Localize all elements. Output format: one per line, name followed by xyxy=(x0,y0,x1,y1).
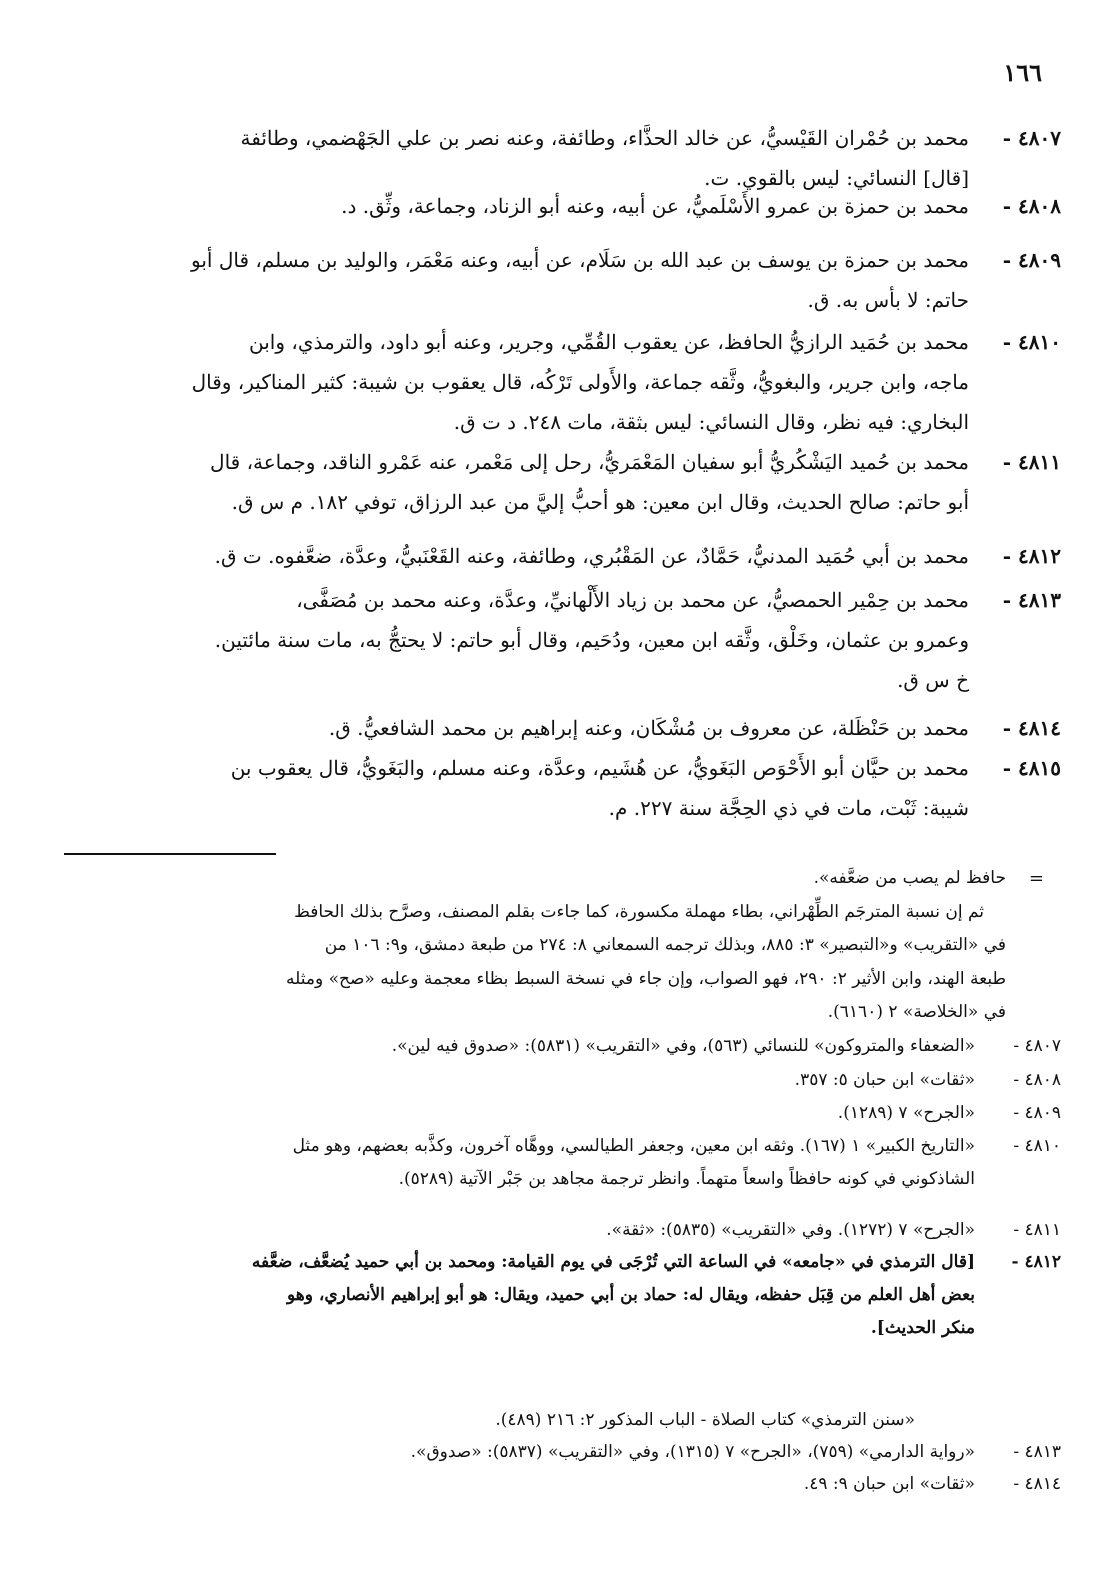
entry-text xyxy=(61,322,969,442)
footnote-number: ٤٨١١ - xyxy=(1013,1220,1061,1240)
footnote-line: الشاذكوني في كونه حافظاً واسعاً متهماً. وانظر ترجمة مجاهد بن جَبْر الآتية (٥٢٨٩). xyxy=(398,1169,975,1189)
footnote-number: ٤٨٠٩ - xyxy=(1013,1103,1061,1123)
entry-line: محمد بن حمزة بن عمرو الأَسْلَميُّ، عن أبيه، وعنه أبو الزناد، وجماعة، وثِّق. د. xyxy=(341,194,969,218)
entry-number: ٤٨٠٩ - xyxy=(1002,248,1061,272)
footnote-entry xyxy=(61,1097,1061,1130)
footnote-line: «ثقات» ابن حبان ٥: ٣٥٧. xyxy=(794,1070,975,1090)
entry-number: ٤٨١٣ - xyxy=(1002,588,1061,612)
biography-entry xyxy=(61,186,1061,226)
footnote-text xyxy=(61,1404,975,1437)
footnote-line: منكر الحديث]. xyxy=(870,1318,975,1338)
entry-text xyxy=(61,536,969,576)
footnote-number: ٤٨٠٧ - xyxy=(1013,1036,1061,1056)
footnote-entry xyxy=(61,1130,1061,1196)
footnote-line: «سنن الترمذي» كتاب الصلاة - الباب المذكور ٢: ٢١٦ (٤٨٩). xyxy=(495,1410,915,1430)
footnote-line: «ثقات» ابن حبان ٩: ٤٩. xyxy=(803,1474,975,1494)
footnote-entry xyxy=(61,1468,1061,1501)
entry-line: ماجه، وابن جرير، والبغويُّ، وثَّقه جماعة، والأَولى تَرْكُه، قال يعقوب بن شيبة: كثير المناكير، وقال xyxy=(191,370,969,394)
entry-line: أبو حاتم: صالح الحديث، وقال ابن معين: هو أحبُّ إليَّ من عبد الرزاق، توفي ١٨٢. م س ق. xyxy=(231,490,969,514)
footnote-text xyxy=(61,1214,975,1247)
entry-number: ٤٨١١ - xyxy=(1002,450,1061,474)
entry-number: ٤٨١٤ - xyxy=(1002,716,1061,740)
entry-text xyxy=(61,748,969,828)
entry-line: البخاري: فيه نظر، وقال النسائي: ليس بثقة، مات ٢٤٨. د ت ق. xyxy=(453,410,969,434)
entry-line: محمد بن حُميد اليَشْكُريُّ أبو سفيان المَعْمَريُّ، رحل إلى مَعْمر، عنه عَمْرو الناقد، وجماعة، قال xyxy=(210,450,969,474)
footnote-text xyxy=(61,1468,975,1501)
footnote-text xyxy=(61,1097,975,1130)
entry-line: محمد بن أبي حُمَيد المدنيُّ، حَمَّادٌ، عن المَقْبُري، وطائفة، وعنه القَعْنَبيُّ، وعدَّة، ضعَّفوه. ت ق. xyxy=(214,544,969,568)
entry-line: شيبة: ثَبْت، مات في ذي الحِجَّة سنة ٢٢٧. م. xyxy=(608,796,969,820)
entry-line: محمد بن حيَّان أبو الأَحْوَص البَغَويُّ، عن هُشَيم، وعدَّة، وعنه مسلم، والبَغَويُّ، قال يعقوب بن xyxy=(230,756,969,780)
biography-entry xyxy=(61,748,1061,828)
footnote-line: «الجرح» ٧ (١٢٧٢). وفي «التقريب» (٥٨٣٥): «ثقة». xyxy=(606,1220,975,1240)
page-number: ١٦٦ xyxy=(1003,58,1042,87)
entry-text xyxy=(61,580,969,700)
footnote-line: حافظ لم يصب من ضعَّفه». xyxy=(813,868,1006,888)
entry-line: خ س ق. xyxy=(897,668,969,692)
footnote-text xyxy=(61,1246,975,1345)
footnote-line: «التاريخ الكبير» ١ (١٦٧). وثقه ابن معين، وجعفر الطيالسي، ووهَّاه آخرون، وكذَّبه بعضهم، وهو مثل xyxy=(292,1136,975,1156)
footnote-continuation xyxy=(66,862,1006,1030)
entry-line: محمد بن حَنْظَلة، عن معروف بن مُشْكَان، وعنه إبراهيم بن محمد الشافعيُّ. ق. xyxy=(328,716,969,740)
footnote-number: ٤٨١٠ - xyxy=(1013,1136,1061,1156)
footnote-entry xyxy=(61,1064,1061,1097)
footnote-line: طبعة الهند، وابن الأثير ٢: ٢٩٠، فهو الصواب، وإن جاء في نسخة السبط بظاء معجمة وعليه «صح» ومثله xyxy=(286,968,1006,989)
footnote-entry xyxy=(61,1436,1061,1469)
entry-line: محمد بن حِمْير الحمصيُّ، عن محمد بن زياد الأَلْهانيِّ، وعدَّة، وعنه محمد بن مُصَفَّى، xyxy=(296,588,969,612)
footnote-entry xyxy=(61,1030,1061,1063)
entry-text xyxy=(61,186,969,226)
entry-number: ٤٨١٢ - xyxy=(1002,544,1061,568)
biography-entry xyxy=(61,708,1061,748)
entry-line: وعمرو بن عثمان، وخَلْق، وثَّقه ابن معين، ودُحَيم، وقال أبو حاتم: لا يحتجُّ به، مات سنة مائتين. xyxy=(214,628,969,652)
biography-entry xyxy=(61,322,1061,442)
entry-number: ٤٨١٥ - xyxy=(1002,756,1061,780)
footnote-text xyxy=(61,1030,975,1063)
footnote-line: في «الخلاصة» ٢ (٦١٦٠). xyxy=(827,1002,1006,1022)
entry-line: حاتم: لا بأس به. ق. xyxy=(807,288,969,312)
footnote-number: ٤٨١٣ - xyxy=(1013,1442,1061,1462)
entry-text xyxy=(61,442,969,522)
footnote-line: في «التقريب» و«التبصير» ٣: ٨٨٥، وبذلك ترجمه السمعاني ٨: ٢٧٤ من طبعة دمشق، و٩: ١٠٦ من xyxy=(324,935,1006,955)
footnote-line: «الجرح» ٧ (١٢٨٩). xyxy=(837,1103,975,1123)
entry-text xyxy=(61,708,969,748)
entry-text xyxy=(61,240,969,320)
footnote-continuation-marker: = xyxy=(1028,868,1044,889)
biography-entry xyxy=(61,536,1061,576)
footnote-number: ٤٨١٢ - xyxy=(1011,1252,1061,1272)
footnote-entry xyxy=(61,1214,1061,1247)
entry-number: ٤٨١٠ - xyxy=(1002,330,1061,354)
footnote-separator xyxy=(64,853,276,855)
entry-line: [قال] النسائي: ليس بالقوي. ت. xyxy=(704,166,969,190)
footnote-line: «الضعفاء والمتروكون» للنسائي (٥٦٣)، وفي «التقريب» (٥٨٣١): «صدوق فيه لين». xyxy=(391,1036,975,1056)
footnote-number: ٤٨٠٨ - xyxy=(1013,1070,1061,1090)
entry-line: محمد بن حمزة بن يوسف بن عبد الله بن سَلَام، عن أبيه، وعنه مَعْمَر، والوليد بن مسلم، قال أبو xyxy=(191,248,969,272)
entry-number: ٤٨٠٧ - xyxy=(1002,126,1061,150)
biography-entry xyxy=(61,442,1061,522)
footnote-text xyxy=(61,1064,975,1097)
footnote-line: «رواية الدارمي» (٧٥٩)، «الجرح» ٧ (١٣١٥)، وفي «التقريب» (٥٨٣٧): «صدوق». xyxy=(410,1442,975,1462)
footnote-entry xyxy=(61,1404,1061,1437)
biography-entry xyxy=(61,240,1061,320)
footnote-number: ٤٨١٤ - xyxy=(1013,1474,1061,1494)
footnote-entry xyxy=(61,1246,1061,1345)
footnote-line: [قال الترمذي في «جامعه» في الساعة التي تُرْجَى في يوم القيامة: ومحمد بن أبي حميد يُضعَّف، ضعَّفه xyxy=(251,1252,975,1272)
footnote-text xyxy=(61,1130,975,1196)
entry-line: محمد بن حُمْران القَيْسيُّ، عن خالد الحذَّاء، وطائفة، وعنه نصر بن علي الجَهْضمي، وطائفة xyxy=(240,126,969,150)
entry-line: محمد بن حُمَيد الرازيُّ الحافظ، عن يعقوب القُمِّي، وجرير، وعنه أبو داود، والترمذي، وابن xyxy=(249,330,969,354)
biography-entry xyxy=(61,580,1061,700)
footnote-text xyxy=(61,1436,975,1469)
footnote-line: ثم إن نسبة المترجَم الطِّهْراني، بطاء مهملة مكسورة، كما جاءت بقلم المصنف، وصرَّح بذلك الحافظ xyxy=(294,901,984,922)
footnote-line: بعض أهل العلم من قِبَل حفظه، ويقال له: حماد بن أبي حميد، ويقال: هو أبو إبراهيم الأنصاري، وهو xyxy=(286,1285,975,1305)
entry-number: ٤٨٠٨ - xyxy=(1002,194,1061,218)
